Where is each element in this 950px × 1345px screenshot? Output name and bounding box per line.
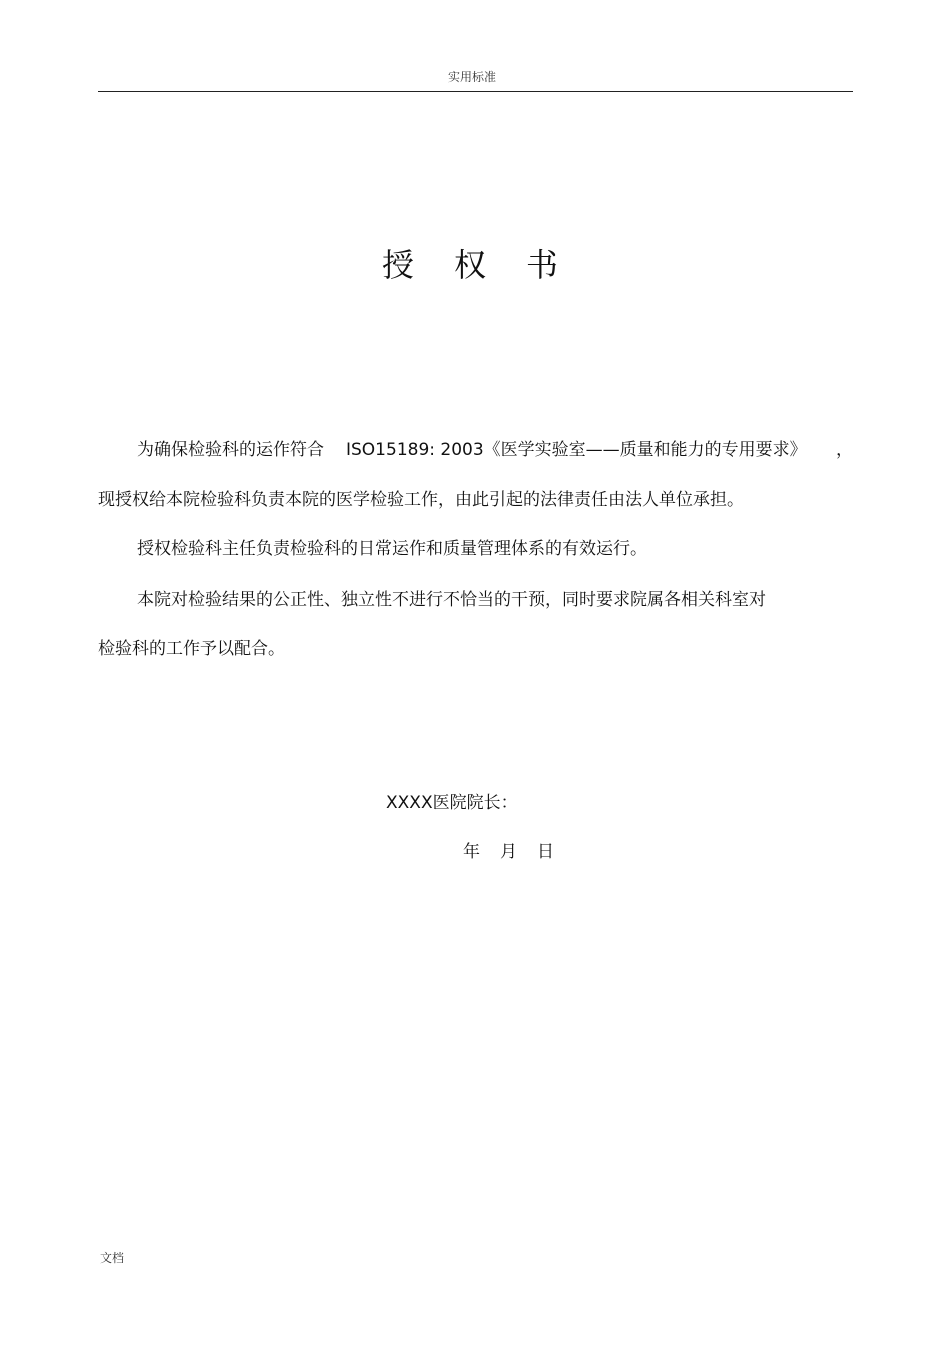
paragraph-3-line-1: 本院对检验结果的公正性、独立性不进行不恰当的干预，同时要求院属各相关科室对 — [137, 590, 766, 610]
paragraph-3-line-2: 检验科的工作予以配合。 — [98, 639, 285, 659]
paragraph-1-start: 为确保检验科的运作符合 — [137, 440, 324, 460]
header-divider — [98, 91, 853, 92]
paragraph-1-line-2: 现授权给本院检验科负责本院的医学检验工作，由此引起的法律责任由法人单位承担。 — [98, 490, 744, 510]
paragraph-2: 授权检验科主任负责检验科的日常运作和质量管理体系的有效运行。 — [137, 539, 647, 559]
date-month: 月 — [500, 842, 517, 862]
page-footer: 文档 — [100, 1251, 125, 1265]
page-header: 实用标准 — [447, 70, 496, 84]
date-year: 年 — [463, 842, 480, 862]
date-line — [463, 837, 574, 862]
paragraph-1-line-1 — [137, 439, 853, 461]
signer-line: XXXX医院院长： — [386, 793, 518, 813]
date-day: 日 — [537, 842, 554, 862]
paragraph-1-standard: ISO15189: 2003《医学实验室——质量和能力的专用要求》 — [346, 440, 807, 460]
paragraph-1-comma: ， — [836, 440, 853, 460]
document-title: 授权书 — [381, 246, 598, 284]
